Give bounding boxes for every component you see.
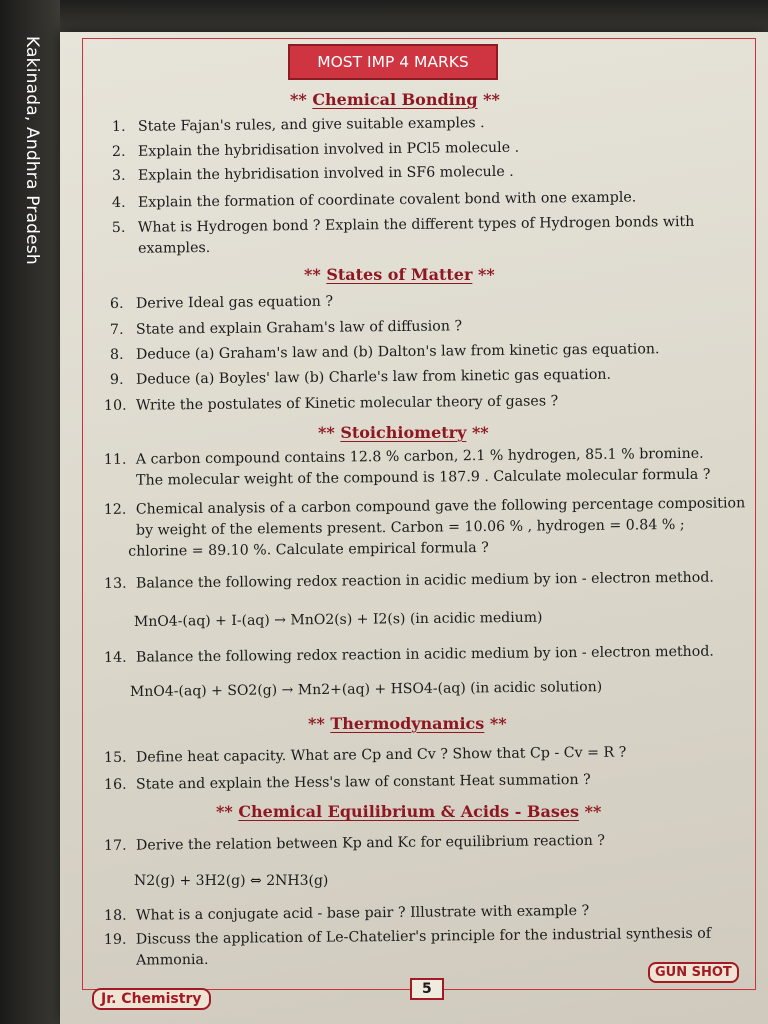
- question-item: 13. Balance the following redox reaction in acidic medium by ion - electron method.: [103, 569, 714, 592]
- equation-14: MnO4-(aq) + SO2(g) → Mn2+(aq) + HSO4-(aq) (in acidic solution): [129, 679, 603, 700]
- section-heading-chemical-bonding: ** Chemical Bonding **: [290, 90, 500, 109]
- location-watermark: Kakinada, Andhra Pradesh: [22, 36, 42, 265]
- background-top: [0, 0, 768, 34]
- section-heading-states-of-matter: ** States of Matter **: [304, 265, 495, 284]
- equation-13: MnO4-(aq) + I-(aq) → MnO2(s) + I2(s) (in acidic medium): [133, 609, 543, 630]
- question-item: 18. What is a conjugate acid - base pair ? Illustrate with example ?: [103, 902, 590, 924]
- question-item: 16. State and explain the Hess's law of constant Heat summation ?: [103, 771, 591, 793]
- question-item: 7. State and explain Graham's law of diffusion ?: [109, 318, 463, 338]
- question-item: 10. Write the postulates of Kinetic molecular theory of gases ?: [103, 393, 559, 414]
- question-item: 9. Deduce (a) Boyles' law (b) Charle's law from kinetic gas equation.: [109, 366, 612, 388]
- question-item: 14. Balance the following redox reaction in acidic medium by ion - electron method.: [103, 643, 714, 666]
- footer-brand-label: GUN SHOT: [648, 962, 739, 983]
- question-item: 3. Explain the hybridisation involved in SF6 molecule .: [111, 163, 514, 184]
- page-number: 5: [410, 978, 444, 1000]
- question-item: 6. Derive Ideal gas equation ?: [109, 293, 334, 312]
- question-item: 19. Discuss the application of Le-Chatelier's principle for the industrial synthesis of Ammonia.: [103, 925, 712, 969]
- section-heading-stoichiometry: ** Stoichiometry **: [318, 423, 489, 442]
- question-item: 1. State Fajan's rules, and give suitable examples .: [111, 115, 485, 135]
- title-banner: MOST IMP 4 MARKS: [288, 44, 498, 80]
- equation-17: N2(g) + 3H2(g) ⇔ 2NH3(g): [134, 873, 329, 889]
- section-heading-thermodynamics: ** Thermodynamics **: [308, 714, 507, 733]
- question-item: 11. A carbon compound contains 12.8 % carbon, 2.1 % hydrogen, 85.1 % bromine. The molecular weight of the compound is 187.9 . Calculate molecular formula ?: [103, 445, 711, 489]
- question-item: 2. Explain the hybridisation involved in PCl5 molecule .: [111, 139, 520, 160]
- footer-subject-label: Jr. Chemistry: [92, 988, 211, 1010]
- question-item: 15. Define heat capacity. What are Cp and Cv ? Show that Cp - Cv = R ?: [103, 744, 627, 766]
- question-item: 12. Chemical analysis of a carbon compound gave the following percentage composition by weight of the elements present. Carbon = 10.06 % , hydrogen = 0.84 % ; chlorine = 89.10 %. Calculate empirical formula ?: [103, 495, 746, 560]
- question-item: 17. Derive the relation between Kp and Kc for equilibrium reaction ?: [103, 832, 606, 854]
- question-item: 4. Explain the formation of coordinate covalent bond with one example.: [111, 189, 637, 211]
- section-heading-equilibrium: ** Chemical Equilibrium & Acids - Bases **: [216, 802, 602, 821]
- question-item: 8. Deduce (a) Graham's law and (b) Dalton's law from kinetic gas equation.: [109, 341, 660, 363]
- question-item: 5. What is Hydrogen bond ? Explain the different types of Hydrogen bonds with examples.: [111, 213, 695, 257]
